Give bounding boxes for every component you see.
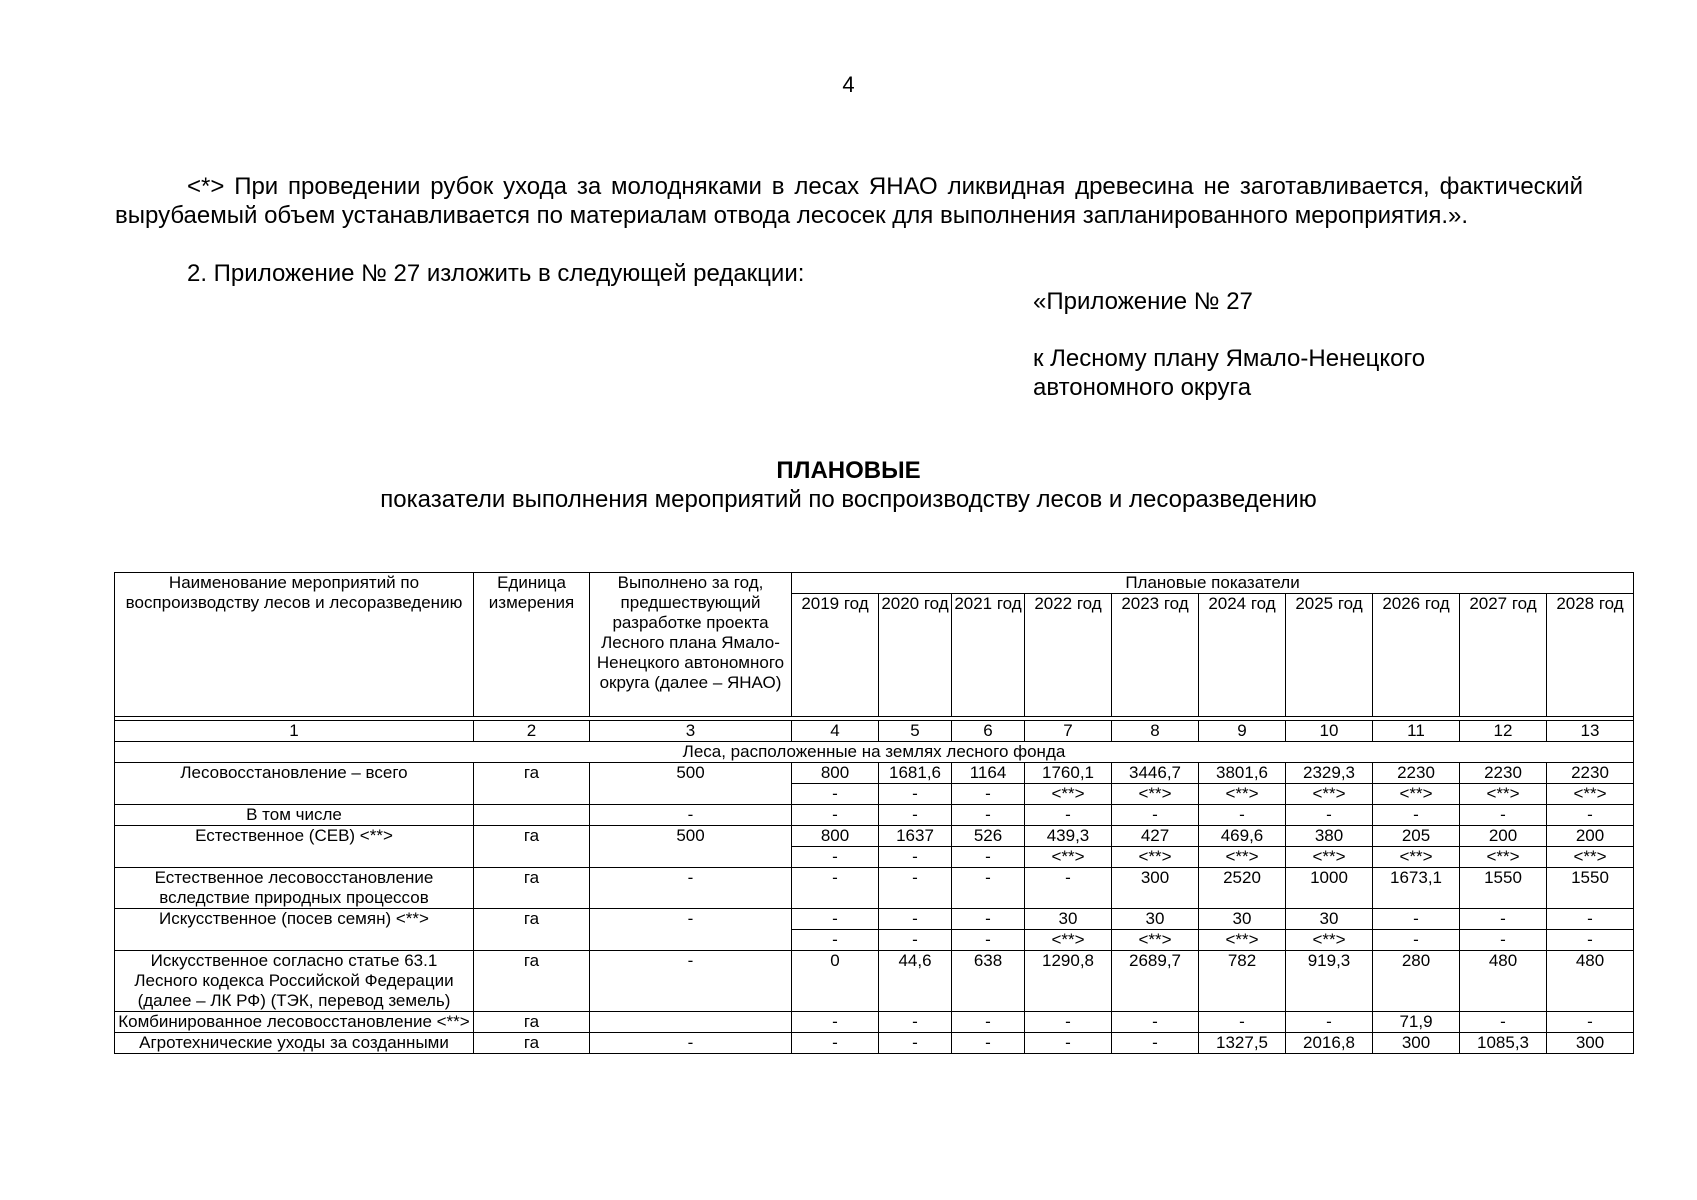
cell-value: - bbox=[1199, 805, 1286, 826]
header-year: 2027 год bbox=[1460, 594, 1547, 717]
cell-value: 1000 bbox=[1286, 868, 1373, 909]
cell-note: <**> bbox=[1373, 847, 1460, 868]
cell-value: 0 bbox=[792, 951, 879, 1012]
cell-value: - bbox=[1547, 1012, 1634, 1033]
cell-done: - bbox=[590, 1033, 792, 1054]
cell-note: - bbox=[792, 930, 879, 951]
cell-value: 200 bbox=[1547, 826, 1634, 847]
cell-value: 480 bbox=[1547, 951, 1634, 1012]
cell-value: 1681,6 bbox=[879, 763, 952, 784]
cell-value: 919,3 bbox=[1286, 951, 1373, 1012]
column-number: 3 bbox=[590, 721, 792, 742]
cell-done: 500 bbox=[590, 763, 792, 805]
appendix-reference-line-1: к Лесному плану Ямало-Ненецкого bbox=[1033, 345, 1426, 372]
cell-value: 1673,1 bbox=[1373, 868, 1460, 909]
table-row bbox=[115, 909, 1634, 930]
cell-value: 200 bbox=[1460, 826, 1547, 847]
cell-value: - bbox=[1460, 909, 1547, 930]
cell-name: Искусственное (посев семян) <**> bbox=[115, 909, 474, 951]
cell-unit: га bbox=[474, 909, 590, 951]
cell-note: <**> bbox=[1460, 847, 1547, 868]
cell-note: - bbox=[879, 784, 952, 805]
section-title: Леса, расположенные на землях лесного фонда bbox=[115, 742, 1634, 763]
cell-note: - bbox=[792, 847, 879, 868]
cell-value: 469,6 bbox=[1199, 826, 1286, 847]
cell-value: - bbox=[1547, 805, 1634, 826]
column-number-row bbox=[115, 721, 1634, 742]
cell-value: 30 bbox=[1199, 909, 1286, 930]
cell-name: Агротехнические уходы за созданными bbox=[115, 1033, 474, 1054]
appendix-reference-line-2: автономного округа bbox=[1033, 374, 1252, 401]
column-number: 12 bbox=[1460, 721, 1547, 742]
header-name: Наименование мероприятий по воспроизводству лесов и лесоразведению bbox=[115, 573, 474, 717]
cell-value: 800 bbox=[792, 763, 879, 784]
cell-note: <**> bbox=[1547, 784, 1634, 805]
cell-value: - bbox=[952, 1012, 1025, 1033]
cell-value: 205 bbox=[1373, 826, 1460, 847]
column-number: 11 bbox=[1373, 721, 1460, 742]
cell-value: 800 bbox=[792, 826, 879, 847]
cell-note: <**> bbox=[1025, 784, 1112, 805]
cell-value: 30 bbox=[1286, 909, 1373, 930]
cell-note: <**> bbox=[1286, 930, 1373, 951]
cell-value: 1327,5 bbox=[1199, 1033, 1286, 1054]
cell-value: - bbox=[952, 868, 1025, 909]
cell-value: - bbox=[879, 1033, 952, 1054]
cell-unit: га bbox=[474, 1012, 590, 1033]
plan-table bbox=[114, 572, 1634, 1054]
cell-value: - bbox=[879, 805, 952, 826]
cell-note: - bbox=[792, 784, 879, 805]
header-unit: Единица измерения bbox=[474, 573, 590, 717]
cell-value: 782 bbox=[1199, 951, 1286, 1012]
cell-note: <**> bbox=[1460, 784, 1547, 805]
appendix-heading: «Приложение № 27 bbox=[1033, 288, 1253, 315]
column-number: 10 bbox=[1286, 721, 1373, 742]
cell-done: 500 bbox=[590, 826, 792, 868]
header-year: 2019 год bbox=[792, 594, 879, 717]
cell-value: 427 bbox=[1112, 826, 1199, 847]
cell-note: - bbox=[879, 930, 952, 951]
cell-value: - bbox=[1112, 1033, 1199, 1054]
cell-name: В том числе bbox=[115, 805, 474, 826]
cell-note: <**> bbox=[1112, 784, 1199, 805]
column-number: 6 bbox=[952, 721, 1025, 742]
column-number: 5 bbox=[879, 721, 952, 742]
cell-value: - bbox=[1025, 1012, 1112, 1033]
cell-note: <**> bbox=[1112, 847, 1199, 868]
column-number: 2 bbox=[474, 721, 590, 742]
header-year: 2028 год bbox=[1547, 594, 1634, 717]
cell-value: 638 bbox=[952, 951, 1025, 1012]
cell-unit: га bbox=[474, 951, 590, 1012]
cell-value: - bbox=[1112, 805, 1199, 826]
cell-name: Лесовосстановление – всего bbox=[115, 763, 474, 805]
cell-value: 280 bbox=[1373, 951, 1460, 1012]
cell-value: 526 bbox=[952, 826, 1025, 847]
document-subtitle: показатели выполнения мероприятий по воспроизводству лесов и лесоразведению bbox=[380, 486, 1317, 513]
cell-name: Естественное (СЕВ) <**> bbox=[115, 826, 474, 868]
cell-value: 1550 bbox=[1547, 868, 1634, 909]
cell-name: Комбинированное лесовосстановление <**> bbox=[115, 1012, 474, 1033]
cell-note: <**> bbox=[1199, 930, 1286, 951]
cell-value: - bbox=[792, 909, 879, 930]
cell-value: - bbox=[1025, 868, 1112, 909]
cell-note: - bbox=[1460, 930, 1547, 951]
cell-done bbox=[590, 1012, 792, 1033]
cell-value: - bbox=[1373, 909, 1460, 930]
cell-note: <**> bbox=[1199, 784, 1286, 805]
cell-value: - bbox=[1460, 1012, 1547, 1033]
cell-value: 1760,1 bbox=[1025, 763, 1112, 784]
cell-value: 380 bbox=[1286, 826, 1373, 847]
column-number: 8 bbox=[1112, 721, 1199, 742]
cell-done: - bbox=[590, 868, 792, 909]
cell-unit bbox=[474, 805, 590, 826]
cell-note: <**> bbox=[1025, 930, 1112, 951]
cell-value: 300 bbox=[1112, 868, 1199, 909]
cell-value: - bbox=[1547, 909, 1634, 930]
cell-value: - bbox=[952, 805, 1025, 826]
cell-value: - bbox=[1460, 805, 1547, 826]
cell-value: 300 bbox=[1547, 1033, 1634, 1054]
cell-value: - bbox=[792, 1033, 879, 1054]
header-year: 2025 год bbox=[1286, 594, 1373, 717]
cell-value: - bbox=[1199, 1012, 1286, 1033]
column-number: 4 bbox=[792, 721, 879, 742]
cell-value: - bbox=[1286, 1012, 1373, 1033]
page-number: 4 bbox=[842, 72, 855, 97]
cell-unit: га bbox=[474, 868, 590, 909]
section-row bbox=[115, 742, 1634, 763]
cell-value: - bbox=[1286, 805, 1373, 826]
cell-note: - bbox=[952, 930, 1025, 951]
cell-value: 2689,7 bbox=[1112, 951, 1199, 1012]
cell-value: 300 bbox=[1373, 1033, 1460, 1054]
cell-note: <**> bbox=[1373, 784, 1460, 805]
cell-name: Естественное лесовосстановление вследствие природных процессов bbox=[115, 868, 474, 909]
cell-value: - bbox=[792, 1012, 879, 1033]
cell-unit: га bbox=[474, 826, 590, 868]
appendix-reference bbox=[1033, 344, 1593, 402]
column-number: 7 bbox=[1025, 721, 1112, 742]
cell-value: - bbox=[792, 868, 879, 909]
footnote-paragraph: <*> При проведении рубок ухода за молодняками в лесах ЯНАО ликвидная древесина не заготавливается, фактический вырубаемый объем устанавливается по материалам отвода лесосек для выполнения запланированного мероприятия.». bbox=[115, 173, 1583, 229]
cell-value: - bbox=[1373, 805, 1460, 826]
cell-value: 2016,8 bbox=[1286, 1033, 1373, 1054]
table-row bbox=[115, 826, 1634, 847]
cell-note: <**> bbox=[1025, 847, 1112, 868]
cell-value: 439,3 bbox=[1025, 826, 1112, 847]
cell-value: - bbox=[792, 805, 879, 826]
cell-value: 3446,7 bbox=[1112, 763, 1199, 784]
table-row bbox=[115, 805, 1634, 826]
column-number: 9 bbox=[1199, 721, 1286, 742]
cell-note: - bbox=[1547, 930, 1634, 951]
cell-value: 30 bbox=[1112, 909, 1199, 930]
cell-note: <**> bbox=[1286, 784, 1373, 805]
cell-note: <**> bbox=[1112, 930, 1199, 951]
cell-value: 2329,3 bbox=[1286, 763, 1373, 784]
cell-unit: га bbox=[474, 763, 590, 805]
cell-value: - bbox=[879, 868, 952, 909]
header-year: 2024 год bbox=[1199, 594, 1286, 717]
table-row bbox=[115, 763, 1634, 784]
header-year: 2022 год bbox=[1025, 594, 1112, 717]
header-year: 2021 год bbox=[952, 594, 1025, 717]
column-number: 1 bbox=[115, 721, 474, 742]
header-done: Выполнено за год, предшествующий разработке проекта Лесного плана Ямало-Ненецкого автономного округа (далее – ЯНАО) bbox=[590, 573, 792, 717]
cell-value: 71,9 bbox=[1373, 1012, 1460, 1033]
item-2-paragraph: 2. Приложение № 27 изложить в следующей редакции: bbox=[187, 260, 805, 287]
cell-value: 2230 bbox=[1460, 763, 1547, 784]
cell-value: 3801,6 bbox=[1199, 763, 1286, 784]
cell-note: <**> bbox=[1286, 847, 1373, 868]
cell-value: 2230 bbox=[1373, 763, 1460, 784]
cell-done: - bbox=[590, 951, 792, 1012]
table-row bbox=[115, 1012, 1634, 1033]
header-year: 2020 год bbox=[879, 594, 952, 717]
cell-value: 2520 bbox=[1199, 868, 1286, 909]
table-row bbox=[115, 868, 1634, 909]
cell-unit: га bbox=[474, 1033, 590, 1054]
cell-value: - bbox=[952, 909, 1025, 930]
cell-value: 1290,8 bbox=[1025, 951, 1112, 1012]
cell-note: <**> bbox=[1199, 847, 1286, 868]
cell-value: 2230 bbox=[1547, 763, 1634, 784]
cell-value: 1637 bbox=[879, 826, 952, 847]
cell-note: - bbox=[1373, 930, 1460, 951]
cell-name: Искусственное согласно статье 63.1 Лесного кодекса Российской Федерации (далее – ЛК РФ) (ТЭК, перевод земель) bbox=[115, 951, 474, 1012]
header-year: 2026 год bbox=[1373, 594, 1460, 717]
cell-value: 1085,3 bbox=[1460, 1033, 1547, 1054]
header-year: 2023 год bbox=[1112, 594, 1199, 717]
document-title: ПЛАНОВЫЕ bbox=[776, 457, 921, 484]
cell-value: 44,6 bbox=[879, 951, 952, 1012]
cell-value: 480 bbox=[1460, 951, 1547, 1012]
header-row-1 bbox=[115, 573, 1634, 594]
cell-value: - bbox=[952, 1033, 1025, 1054]
cell-done: - bbox=[590, 805, 792, 826]
cell-value: - bbox=[1112, 1012, 1199, 1033]
cell-value: 1164 bbox=[952, 763, 1025, 784]
cell-note: <**> bbox=[1547, 847, 1634, 868]
header-plan: Плановые показатели bbox=[792, 573, 1634, 594]
cell-value: - bbox=[879, 1012, 952, 1033]
cell-value: 1550 bbox=[1460, 868, 1547, 909]
cell-note: - bbox=[879, 847, 952, 868]
cell-value: - bbox=[879, 909, 952, 930]
cell-note: - bbox=[952, 784, 1025, 805]
cell-note: - bbox=[952, 847, 1025, 868]
cell-done: - bbox=[590, 909, 792, 951]
cell-value: 30 bbox=[1025, 909, 1112, 930]
cell-value: - bbox=[1025, 1033, 1112, 1054]
table-row bbox=[115, 951, 1634, 1012]
table-row bbox=[115, 1033, 1634, 1054]
column-number: 13 bbox=[1547, 721, 1634, 742]
cell-value: - bbox=[1025, 805, 1112, 826]
